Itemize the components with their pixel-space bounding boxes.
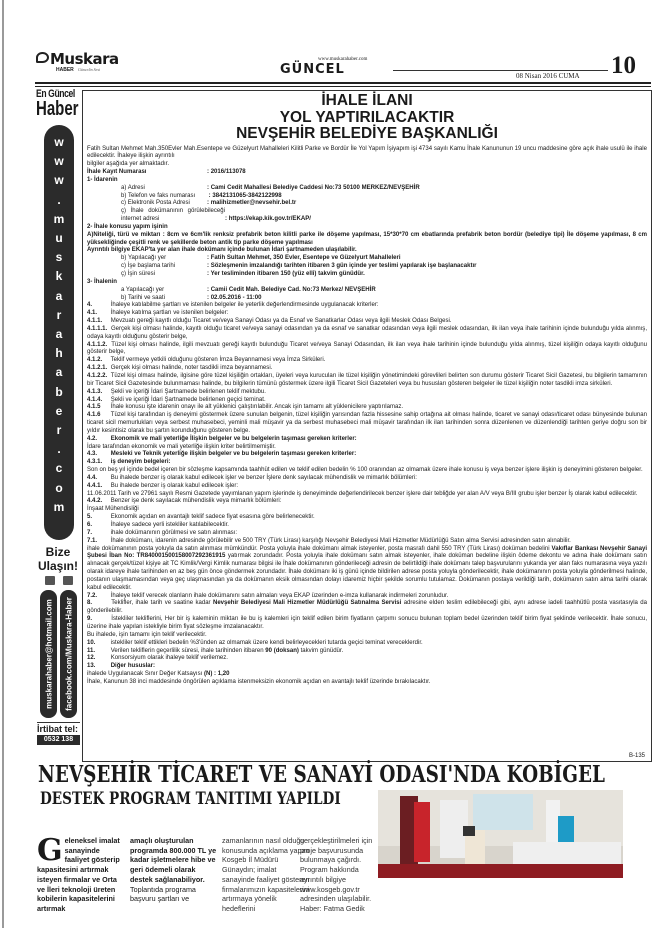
column-text: zamanlarının nasıl olduğu konusunda açıklama yapan Kosgeb İl Müdürü Günaydın; imalat sanayinde faaliyet gösteren firmalarımızın kapasitelerini artırmaya yönelik hedeflerini	[222, 836, 310, 913]
page-edge	[2, 0, 4, 928]
paragraph-text: Fatih Sultan Mehmet Mah.350Evler Mah.Esentepe ve Güzelyurt Mahalleleri Kilitli Parke ve Bordür İle Yol Yapım İşiyapım işi 4734 sayılı Kamu İhale Kanununun 19 uncu maddesine göre açık ihale usulü ile ihale edilecektir. İhaleye ilişkin ayrıntılı	[87, 145, 647, 160]
url-letter: a	[55, 327, 63, 342]
field-label: ç) İşin süresi	[121, 271, 155, 277]
paragraph-text: 3- İhalenin	[87, 278, 117, 285]
item-number: 6.	[87, 522, 93, 528]
paragraph-text: Mevzuatı gereği kayıtlı olduğu Ticaret ve/veya Sanayi Odası ya da Esnaf ve Sanatkarlar Odası veya ilgili Meslek Odası Belgesi.	[110, 318, 452, 325]
paragraph-text: istekliler teklif ettikleri bedelin %3'ünden az olmamak üzere kendi belirleyecekleri tutarda geçici teminat vereceklerdir.	[110, 639, 423, 646]
notice-paragraph	[87, 663, 647, 671]
item-number: 7.1.	[87, 537, 98, 544]
paragraph-text: Bu ihalede benzer iş olarak kabul edilecek işler:	[110, 482, 239, 489]
email-text: muskarahaber@hotmail.com	[44, 599, 53, 709]
field-label: b) Tarihi ve saati	[121, 294, 165, 301]
paragraph-text: : Cami Cedit Mahallesi Belediye Caddesi No:73 50100 MERKEZ/NEVŞEHİR	[207, 184, 420, 191]
column-text: gerçekleştirilmeleri için proje başvurusunda bulunmaya çağırdı. Program hakkında ayrıntılı bilgiye www.kosgeb.gov.tr adresinden ulaşılabilir. Haber: Fatma Gedik	[300, 836, 373, 913]
item-number: 4.1.2.2.	[87, 372, 108, 379]
url-letter: s	[55, 250, 63, 265]
item-number: 5.	[87, 514, 93, 521]
notice-authority: NEVŞEHİR BELEDİYE BAŞKANLIĞI	[236, 125, 498, 142]
url-letter: m	[53, 499, 65, 514]
paragraph-text: Ayrıntılı bilgiye EKAP'ta yer alan ihale dokümanı içinde bulunan İdari şartnameden ulaşılabilir.	[87, 247, 357, 254]
notice-paragraph	[87, 263, 647, 271]
header-line	[393, 70, 608, 71]
notice-paragraph	[87, 444, 647, 452]
item-number: 4.1.2.	[87, 357, 103, 364]
notice-paragraph	[87, 616, 647, 632]
column-text: Toplantıda programa başvuru şartları ve	[130, 884, 196, 904]
notice-paragraph	[87, 600, 647, 616]
notice-paragraph	[87, 655, 647, 663]
section-name: GÜNCEL	[280, 62, 345, 77]
notice-paragraph	[87, 169, 647, 177]
notice-paragraph	[87, 287, 647, 295]
paragraph-text: Verilen tekliflerin geçerlilik süresi, ihale tarihinden itibaren	[110, 647, 266, 654]
item-number: 13.	[87, 663, 96, 670]
notice-paragraph	[87, 373, 647, 389]
sidebar-title-big: Haber	[36, 98, 79, 120]
logo-name: Muskara	[50, 50, 119, 68]
url-letter: u	[55, 231, 63, 246]
paragraph-text: İhale konusu işte idarenin onayı ile alt yüklenici çalıştırılabilir. Ancak işin tamamı alt yüklenicilere yaptırılamaz.	[110, 404, 404, 411]
phone-label: İrtibat tel:	[37, 724, 79, 734]
field-label: ç) İhale dokümanının görülebileceği internet adresi	[121, 208, 225, 223]
phone-number: 0532 138 1089	[37, 735, 80, 745]
paragraph-text: İnşaat Mühendisliği	[87, 506, 139, 513]
paragraph-text: Teklif vermeye yetkili olduğunu gösteren İmza Beyannamesi veya İmza Sirküleri.	[110, 357, 326, 364]
notice-paragraph	[87, 530, 647, 538]
notice-paragraph	[87, 326, 647, 342]
notice-paragraph	[87, 522, 647, 530]
url-letter: r	[56, 423, 62, 438]
notice-paragraph	[87, 193, 647, 201]
paragraph-text: Şekli ve içeriği İdari Şartnamede belirlenen geçici teminat.	[110, 396, 266, 403]
notice-paragraph	[87, 161, 647, 169]
email-icon	[45, 576, 55, 585]
url-letter: h	[55, 346, 63, 361]
paragraph-text: Ekonomik ve mali yeterliğe İlişkin belgeler ve bu belgelerin taşıması gereken kriterler:	[110, 435, 357, 442]
field-label: a Yapılacağı yer	[121, 286, 165, 293]
paragraph-text: İhaleye katılabilme şartları ve istenilen belgeler ile yeterlik değerlendirmesinde uygulanacak kriterler:	[110, 302, 379, 309]
item-number: 10.	[87, 639, 96, 646]
notice-paragraph	[87, 208, 647, 224]
item-number: 4.3.1.	[87, 459, 103, 466]
url-letter: w	[54, 154, 64, 169]
notice-paragraph	[87, 224, 647, 232]
article-photo	[378, 790, 623, 878]
item-number: 12.	[87, 655, 96, 662]
paragraph-text: Teklifler, ihale tarih ve saatine kadar	[111, 600, 213, 607]
paragraph-text: Bu ihalede benzer iş olarak kabul edilecek işler ve benzer İşlere denk sayılacak mühendislik ve mimarlık bölümleri:	[110, 474, 417, 481]
item-number: 4.1.2.1.	[87, 365, 108, 372]
notice-paragraph	[87, 436, 647, 444]
url-letter: k	[55, 269, 63, 284]
logo-slogan: Güncelin Sesi	[78, 67, 101, 72]
paragraph-text: : 3842131065-3842122998	[207, 192, 282, 199]
item-number: 4.3.	[87, 451, 98, 458]
paragraph-text: Son on beş yıl içinde bedel içeren bir sözleşme kapsamında taahhüt edilen ve teklif edilen bedelin % 100 oranından az olmamak üzere ihale konusu iş veya benzer işlere ilişkin iş deneyimini gösteren belgeler.	[87, 467, 643, 474]
paragraph-text: 90 (doksan)	[265, 647, 299, 654]
notice-paragraph	[87, 279, 647, 287]
muskara-logo	[36, 50, 119, 76]
notice-paragraph	[87, 318, 647, 326]
url-letter: .	[57, 192, 61, 207]
paragraph-text: Konsorsiyum olarak ihaleye teklif verilemez.	[110, 655, 228, 662]
paragraph-text: İhaleye teklif verecek olanların ihale dokümanını satın almaları veya EKAP üzerinden e-imza kullanarak indirmeleri zorunludur.	[110, 592, 449, 599]
notice-body	[87, 146, 647, 687]
turkish-flag	[414, 802, 430, 862]
notice-paragraph	[87, 506, 647, 514]
notice-subtitle: YOL YAPTIRILACAKTIR	[279, 108, 455, 126]
notice-paragraph	[87, 365, 647, 373]
item-number: 4.1.6	[87, 412, 101, 419]
logo-icon	[36, 52, 49, 63]
url-letter: w	[54, 135, 64, 149]
notice-paragraph	[87, 357, 647, 365]
notice-title: İHALE İLANI	[321, 92, 413, 109]
tender-notice	[82, 90, 652, 762]
notice-paragraph	[87, 255, 647, 263]
paragraph-text: Gerçek kişi olması halinde, noter tasdikli imza beyannamesi.	[110, 365, 273, 372]
website: www.muskarahaber.com	[318, 57, 368, 62]
paragraph-text: takvim günüdür.	[298, 647, 344, 654]
url-letter: e	[55, 403, 63, 418]
notice-paragraph	[87, 538, 647, 546]
article-column-4	[300, 836, 374, 914]
notice-paragraph	[87, 389, 647, 397]
paragraph-text: Diğer hususlar:	[110, 663, 156, 670]
notice-paragraph	[87, 679, 647, 687]
paragraph-text: : 2016/113078	[207, 169, 246, 176]
notice-paragraph	[87, 498, 647, 506]
article-column-2	[130, 836, 218, 904]
paragraph-text: İhaleye sadece yerli istekliler katılabilecektir.	[110, 522, 229, 528]
url-letter: c	[55, 461, 63, 476]
article-column-1	[37, 833, 125, 914]
paragraph-text: Vakıflar Bankası Nevşehir Sanayi Şubesi İban No: TR840001500158007292361915	[87, 545, 648, 560]
column-text: eleneksel imalat sanayinde faaliyet gösterip kapasitesini artırmak isteyen firmalar ve Orta ve İleri teknoloji üreten kobilerin kapasitelerini artırmak	[37, 836, 120, 913]
paragraph-text: A)Niteliği, türü ve miktarı : 8cm ve 6cm'lik renksiz prefabrik beton kilitli parke ile döşeme yapılması, 15*30*70 cm ebatlarında prefabrik beton bordür (belediye tipi) İle döşeme yapılması, 8 cm yüksekliğinde çeşitli renk ve şekillerde beton antik tip parke döşeme yapılması	[87, 231, 647, 246]
item-number: 4.2.	[87, 435, 98, 442]
notice-paragraph	[87, 491, 647, 499]
notice-paragraph	[87, 640, 647, 648]
item-number: 7.	[87, 529, 93, 536]
field-label: c) İşe başlama tarihi	[121, 263, 176, 270]
email-pill	[40, 590, 57, 718]
url-letter: .	[57, 442, 61, 457]
paragraph-text: iş deneyim belgeleri:	[110, 459, 171, 466]
item-number: 4.1.1.2.	[87, 341, 108, 348]
paragraph-text: 2- İhale konusu yapım işinin	[87, 223, 168, 230]
projection-screen	[473, 794, 533, 830]
notice-paragraph	[87, 342, 647, 358]
paragraph-text: Ekonomik açıdan en avantajlı teklif sadece fiyat esasına göre belirlenecektir.	[110, 514, 315, 521]
page-number: 10	[611, 52, 636, 79]
paragraph-text: bilgiler aşağıda yer almaktadır.	[87, 161, 170, 168]
item-number: 4.4.	[87, 474, 98, 481]
paragraph-text: Gerçek kişi olması halinde, kayıtlı olduğu ticaret ve/veya sanayi odasından ya da esnaf ve sanatkar odasından veya ilgili meslek odasından, ilk ilan veya ihale tarihinin içinde bulunduğu yılda alınmış, odaya kayıtlı olduğunu gösterir belge,	[87, 325, 648, 340]
notice-paragraph	[87, 467, 647, 475]
sidebar-title: En Güncel	[36, 88, 75, 100]
paragraph-text: : Camii Cedit Mah. Belediye Cad. No:73 Merkez/ NEVŞEHİR	[207, 286, 376, 293]
notice-paragraph	[87, 648, 647, 656]
paragraph-text: : Sözleşmenin imzalandığı tarihten itibaren 3 gün içinde yer teslimi yapılarak işe başlanacaktır	[207, 263, 477, 270]
notice-paragraph	[87, 632, 647, 640]
paragraph-text: Tüzel kişi olması halinde, ilgisine göre tüzel kişiliğin ortakları, üyeleri veya kurucuları ile tüzel kişiliğin yönetimindeki görevlileri belirten son durumu gösterir Ticaret Sicil Gazetesi, bu bilgilerin tamamının bir Ticaret Sicil Gazetesinde bulunmaması halinde, bu bilgilerin tümünü göstermek üzere ilgili Ticaret Sicil Gazeteleri veya bu hususları gösteren belgeler ile tüzel kişiliğin noter tasdikli imza sirküleri.	[87, 372, 647, 387]
paragraph-text: 11.06.2011 Tarih ve 27961 sayılı Resmi Gazetede yayımlanan yapım işlerinde iş deneyiminde değerlendirilecek benzer işlere dair tebliğde yer alan A/V veya B/III grubu işler benzer İş olarak kabul edilecektir.	[87, 490, 638, 497]
url-letter: a	[55, 288, 63, 303]
paragraph-text: : https://ekap.kik.gov.tr/EKAP/	[225, 216, 311, 223]
article-headline: NEVŞEHİR TİCARET VE SANAYİ ODASI'NDA KOBİGEL	[38, 761, 605, 788]
notice-paragraph	[87, 404, 647, 412]
facebook-icon	[63, 576, 73, 585]
paragraph-text: : malihizmetler@nevsehir.bel.tr	[207, 200, 297, 207]
notice-paragraph	[87, 671, 647, 679]
drop-cap: G	[37, 833, 63, 868]
item-number: 4.1.4.	[87, 396, 103, 403]
paragraph-text: Nevşehir Belediyesi Mali Hizmetler Müdürlüğü Satınalma Servisi	[212, 600, 402, 607]
facebook-pill	[60, 590, 77, 718]
paragraph-text: 1- İdarenin	[87, 176, 118, 183]
header-rule	[35, 86, 651, 87]
notice-paragraph	[87, 247, 647, 255]
contact-title: Bize Ulaşın!	[37, 545, 78, 573]
facebook-text: facebook.com/Muskara-Haber	[64, 597, 73, 711]
url-letter: a	[55, 365, 63, 380]
paragraph-text: Mesleki ve Teknik yeterliğe ilişkin belgeler ve bu belgelerin taşıması gereken kriterler:	[110, 451, 357, 458]
website-vertical-pill	[44, 125, 74, 540]
logo-sub: HABER	[56, 67, 74, 73]
field-label: a) Adresi	[121, 184, 145, 191]
paragraph-text: yatırmak zorundadır. Posta yoluyla ihale dokümanı satın almak isteyenler, ihale doküman bedeline ilişkin ödeme dekontu ve adına ihale dokümanı satın alınacak gerçek/tüzel kişiye ait TC Kimlik/Vergi Kimlik numarası bilgisi ile İhale dokümanının gönderileceği adresin de belirtildiği ihale dokümanı talep başvurularını yukarıda yer alan faks numarasına veya yazılı olarak idareye ihale tarihinden en az beş gün önce göndermek zorundadır. İhale dokümanı iki iş günü içinde bildirilen adrese posta yoluyla gönderilecektir, ihale dokümanının posta yoluyla gönderilmesi halinde, postanın ulaşmamasından veya geç ulaşmasından ya da dokümanın eksik olmasından dolayı idaremiz hiçbir şekilde sorumlu tutulamaz. Dokümanın postaya verildiği tarih, dokümanın satın alma tarihi olarak kabul edilecektir.	[87, 553, 647, 591]
paragraph-text: İstekliler tekliflerini, Her bir iş kaleminin miktarı ile bu iş kalemleri için teklif edilen birim fiyatların çarpımı sonucu bulunan toplam bedel üzerinden teklif birim fiyat şeklinde verilecektir. İhale sonucu, üzerine ihale yapılan istekliyle birim fiyat sözleşme imzalanacaktır.	[87, 616, 648, 630]
notice-paragraph	[87, 475, 647, 483]
notice-paragraph	[87, 271, 647, 279]
notice-paragraph	[87, 451, 647, 459]
url-letter: w	[54, 173, 64, 188]
column-text-bold: amaçlı oluşturulan programda 800.000 TL ye kadar işletmelere hibe ve geri ödemeli olarak destek sağlanabiliyor.	[130, 836, 217, 884]
paragraph-text: adresine elden teslim edilebileceği gibi, aynı adrese iadeli taahhütlü posta vasıtasıyla da gönderilebilir.	[87, 600, 648, 615]
item-number: 11.	[87, 647, 96, 654]
item-number: 4.1.1.	[87, 318, 103, 325]
field-label: İhale Kayıt Numarası	[87, 169, 147, 176]
paragraph-text: İhaleye katılma şartları ve istenilen belgeler:	[110, 310, 229, 317]
paragraph-text: : Fatih Sultan Mehmet, 350 Evler, Esentepe ve Güzelyurt Mahalleleri	[207, 255, 401, 262]
notice-paragraph	[87, 412, 647, 436]
notice-paragraph	[87, 185, 647, 193]
item-number: 4.1.3.	[87, 388, 103, 395]
item-number: 4.1.	[87, 310, 98, 317]
paragraph-text: İhale, Kanunun 38 inci maddesinde öngörülen açıklama istenmeksizin ekonomik açıdan en avantajlı teklif üzerinde bırakılacaktır.	[87, 678, 431, 685]
notice-paragraph	[87, 593, 647, 601]
notice-paragraph	[87, 514, 647, 522]
issue-date: 08 Nisan 2016 CUMA	[516, 72, 580, 80]
field-label: c) Elektronik Posta Adresi	[121, 200, 190, 207]
notice-paragraph	[87, 146, 647, 162]
field-label: b) Telefon ve faks numarası	[121, 192, 196, 199]
paragraph-text: Bu ihalede, işin tamamı için teklif verilecektir.	[87, 631, 207, 638]
notice-paragraph	[87, 232, 647, 248]
notice-paragraph	[87, 459, 647, 467]
paragraph-text: ihalede Uygulanacak Sınır Değer Katsayısı	[87, 671, 204, 678]
item-number: 4.4.1.	[87, 482, 103, 489]
notice-paragraph	[87, 546, 647, 593]
item-number: 4.4.2.	[87, 498, 103, 505]
url-letter: b	[55, 384, 63, 399]
paragraph-text: Tüzel kişi olması halinde, ilgili mevzuatı gereği kayıtlı bulunduğu Ticaret ve/veya Sanayi Odasından, ilk ilan veya ihale tarihinin içinde bulunduğu yılda alınmış, tüzel kişiliğin odaya kayıtlı olduğunu gösterir belge,	[87, 341, 647, 356]
field-label: b) Yapılacağı yer	[121, 255, 167, 262]
header-rule	[35, 82, 651, 84]
paragraph-text: Şekli ve içeriği İdari Şartnamede belirlenen teklif mektubu.	[110, 388, 266, 395]
paragraph-text: ihale dokümanının posta yoluyla da satın alınması mümkündür. Posta yoluyla ihale dokümanı almak isteyenler, posta masrafı dahil 550 TRY (Türk Lirası) doküman bedelini	[87, 545, 552, 552]
notice-paragraph	[87, 177, 647, 185]
paragraph-text: ihale dokümanının görülmesi ve satın alınması:	[110, 529, 238, 536]
item-number: 7.2.	[87, 592, 98, 599]
paragraph-text: Tüzel kişi tarafından iş deneyimi göstermek üzere sunulan belgenin, tüzel kişiliğin yarısından fazla hissesine sahip ortağına ait olması halinde, ticaret ve sanayi odası/ticaret odası bünyesinde bulunan ticaret sicil memurlukları veya serbest muhasebeci, yeminli mali müşavir ya da serbest muhasebeci mali müşavir tarafından ilk ilan tarihinden sonra düzenlenen ve düzenlendiği tarihten geriye doğru son bir yıldır kesintisiz olarak bu şartın korunduğunu gösteren belge.	[87, 412, 647, 434]
url-letter: m	[53, 211, 65, 226]
item-number: 4.1.5	[87, 404, 101, 411]
url-letter: o	[55, 480, 63, 495]
item-number: 4.1.1.1.	[87, 325, 108, 332]
url-letter: r	[56, 307, 62, 322]
notice-paragraph	[87, 483, 647, 491]
paragraph-text: : 02.05.2016 - 11:00	[207, 294, 262, 301]
article-column-3	[222, 836, 310, 914]
paragraph-text: İdare tarafından ekonomik ve mali yeterliğe ilişkin kriter belirtilmemiştir.	[87, 443, 276, 450]
item-number: 8.	[87, 600, 93, 607]
item-number: 9.	[87, 616, 93, 623]
paragraph-text: (N) : 1,20	[203, 671, 230, 678]
paragraph-text: : Yer tesliminden itibaren 150 (yüz elli) takvim günüdür.	[207, 271, 365, 277]
item-number: 4.	[87, 302, 93, 309]
notice-paragraph	[87, 310, 647, 318]
article-subheadline: DESTEK PROGRAM TANITIMI YAPILDI	[40, 789, 341, 809]
paragraph-text: İhale dokümanı, idarenin adresinde görülebilir ve 500 TRY (Türk Lirası) karşılığı Nevşehir Belediyesi Mali Hizmetler Müdürlüğü Satın alma Servisi adresinden satın alınabilir.	[110, 537, 571, 544]
paragraph-text: Benzer işe denk sayılacak mühendislik veya mimarlık bölümleri:	[110, 498, 282, 505]
notice-code: B-135	[628, 753, 645, 759]
